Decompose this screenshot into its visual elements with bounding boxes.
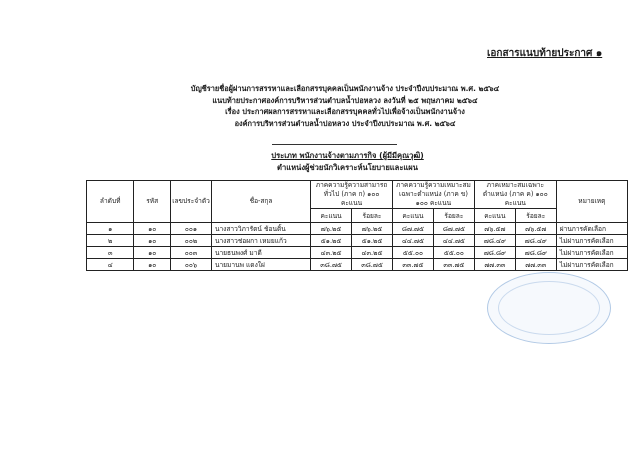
cell-exam-no: ๐๐๓ [171, 247, 212, 259]
position-title: ตำแหน่งผู้ช่วยนักวิเคราะห์นโยบายและแผน [277, 163, 418, 172]
cell-b-percent: ๘๗.๗๕ [433, 223, 474, 235]
cell-a-percent: ๗๖.๒๕ [352, 223, 393, 235]
header-code: รหัส [134, 181, 171, 223]
table-row [87, 247, 628, 259]
cell-remark: ผ่านการคัดเลือก [556, 223, 627, 235]
header-part-b-label: ภาคความรู้ความเหมาะสมเฉพาะตำแหน่ง (ภาค ข) ๑๐๐ คะแนน [395, 181, 471, 207]
cell-remark: ไม่ผ่านการคัดเลือก [556, 259, 627, 271]
header-order: ลำดับที่ [87, 181, 134, 223]
cell-exam-no: ๐๐๒ [171, 235, 212, 247]
cell-b-percent: ๓๓.๗๕ [433, 259, 474, 271]
cell-c-score: ๗๗.๓๓ [474, 259, 515, 271]
table-row [87, 235, 628, 247]
cell-remark: ไม่ผ่านการคัดเลือก [556, 247, 627, 259]
attachment-title: เอกสารแนบท้ายประกาศ ๑ [487, 48, 603, 59]
cell-c-score: ๗๘.๔๙ [474, 235, 515, 247]
cell-b-percent: ๔๔.๗๕ [433, 235, 474, 247]
cell-name: นางสาวช่อผกา เหมยแก้ว [211, 235, 310, 247]
cell-remark: ไม่ผ่านการคัดเลือก [556, 235, 627, 247]
cell-code: ๑๐ [134, 247, 171, 259]
employee-type: ประเภท พนักงานจ้างตามภารกิจ (ผู้มีมีคุณวุฒิ) [271, 151, 424, 160]
cell-code: ๑๐ [134, 223, 171, 235]
cell-order: ๑ [87, 223, 134, 235]
cell-order: ๔ [87, 259, 134, 271]
header-line-2: แนบท้ายประกาศองค์การบริหารส่วนตำบลน้ำบ่อหลวง ลงวันที่ ๒๕ พฤษภาคม ๒๕๖๔ [212, 95, 478, 105]
cell-c-percent: ๗๘.๘๙ [515, 247, 556, 259]
header-part-c-label: ภาคเหมาะสมเฉพาะตำแหน่ง (ภาค ค) ๑๐๐ คะแนน [482, 181, 548, 207]
cell-name: นางสาววิภารัตน์ ช้อนติ้น [211, 223, 310, 235]
header-line-1: บัญชีรายชื่อผู้ผ่านการสรรหาและเลือกสรรบุคคลเป็นพนักงานจ้าง ประจำปีงบประมาณ พ.ศ. ๒๕๖๔ [190, 84, 500, 93]
cell-c-percent: ๗๖.๕๗ [515, 223, 556, 235]
header-remark: หมายเหตุ [556, 181, 627, 223]
header-part-c [474, 181, 556, 209]
header-line-3: เรื่อง ประกาศผลการสรรหาและเลือกสรรบุคคลทั่วไปเพื่อจ้างเป็นพนักงานจ้าง [225, 107, 465, 117]
cell-order: ๓ [87, 247, 134, 259]
header-exam-no [171, 181, 212, 223]
cell-a-score: ๓๘.๗๕ [311, 259, 352, 271]
subheader-b-percent: ร้อยละ [433, 209, 474, 223]
cell-exam-no: ๐๐๑ [171, 223, 212, 235]
header-exam-no-label: เลขประจำตัว [172, 197, 210, 205]
header-divider [272, 144, 397, 145]
header-line-4: องค์การบริหารส่วนตำบลน้ำบ่อหลวง ประจำปีงบประมาณ พ.ศ. ๒๕๖๔ [234, 118, 456, 128]
cell-b-score: ๔๔.๗๕ [392, 235, 433, 247]
table-row [87, 259, 628, 271]
subheader-c-percent: ร้อยละ [515, 209, 556, 223]
cell-name: นายธนพงศ์ มาดี [211, 247, 310, 259]
subheader-c-score: คะแนน [474, 209, 515, 223]
cell-c-percent: ๗๘.๔๙ [515, 235, 556, 247]
cell-order: ๒ [87, 235, 134, 247]
score-table [86, 180, 628, 271]
table-header-row [87, 181, 628, 209]
cell-a-percent: ๕๑.๒๕ [352, 235, 393, 247]
header-part-a-label: ภาคความรู้ความสามารถทั่วไป (ภาค ก) ๑๐๐ คะแนน [315, 181, 388, 207]
cell-c-score: ๗๖.๕๗ [474, 223, 515, 235]
cell-name: นายมานพ แดงใผ่ [211, 259, 310, 271]
official-stamp-inner-ring [498, 281, 600, 335]
cell-b-score: ๓๓.๗๕ [392, 259, 433, 271]
cell-a-score: ๔๓.๒๕ [311, 247, 352, 259]
cell-b-score: ๘๗.๗๕ [392, 223, 433, 235]
cell-code: ๑๐ [134, 235, 171, 247]
position-block [180, 150, 515, 174]
cell-a-percent: ๔๓.๒๕ [352, 247, 393, 259]
header-name: ชื่อ-สกุล [211, 181, 310, 223]
cell-b-percent: ๕๕.๐๐ [433, 247, 474, 259]
header-part-a [311, 181, 393, 209]
cell-c-score: ๗๘.๘๙ [474, 247, 515, 259]
cell-exam-no: ๐๐๖ [171, 259, 212, 271]
official-stamp [487, 272, 611, 344]
document-header [120, 83, 570, 129]
cell-b-score: ๕๕.๐๐ [392, 247, 433, 259]
cell-a-score: ๕๑.๒๕ [311, 235, 352, 247]
cell-c-percent: ๗๗.๓๓ [515, 259, 556, 271]
table-row [87, 223, 628, 235]
cell-a-score: ๗๖.๒๕ [311, 223, 352, 235]
subheader-a-score: คะแนน [311, 209, 352, 223]
cell-a-percent: ๓๘.๗๕ [352, 259, 393, 271]
cell-code: ๑๐ [134, 259, 171, 271]
header-part-b [392, 181, 474, 209]
subheader-a-percent: ร้อยละ [352, 209, 393, 223]
subheader-b-score: คะแนน [392, 209, 433, 223]
